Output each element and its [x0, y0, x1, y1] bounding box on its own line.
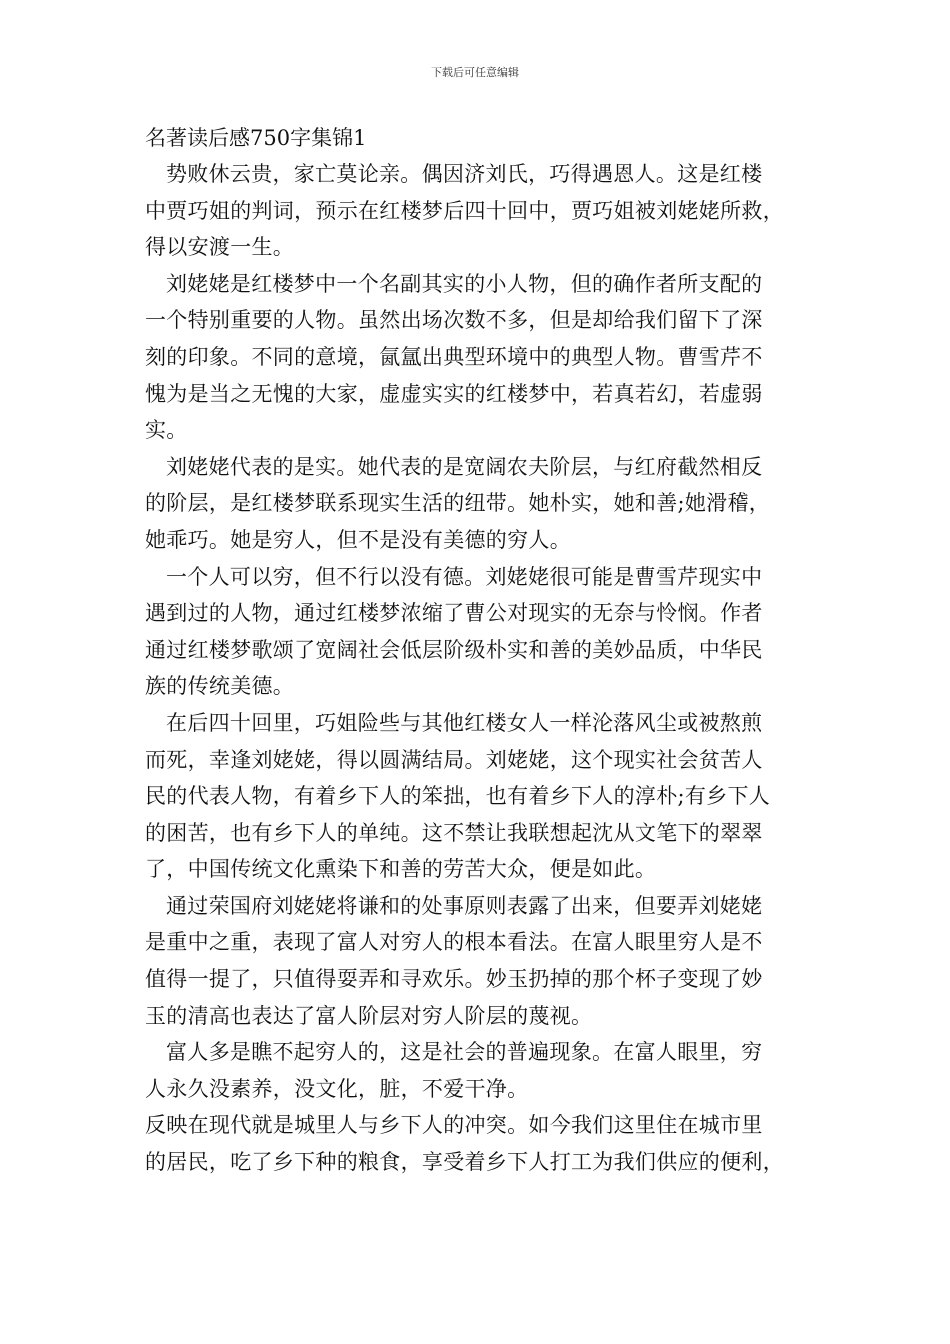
text-line: 人永久没素养，没文化，脏，不爱干净。	[145, 1076, 529, 1101]
paragraph-1	[145, 156, 825, 266]
text-line: 她乖巧。她是穷人，但不是没有美德的穷人。	[145, 527, 571, 552]
document-title: 名著读后感750字集锦1	[145, 126, 367, 150]
text-line: 得以安渡一生。	[145, 235, 295, 260]
text-line: 实。	[145, 418, 188, 443]
text-line: 在后四十回里，巧姐险些与其他红楼女人一样沦落风尘或被熬煎	[166, 710, 763, 735]
text-line: 玉的清高也表达了富人阶层对穷人阶层的蔑视。	[145, 1003, 593, 1028]
text-line: 而死，幸逢刘姥姥，得以圆满结局。刘姥姥，这个现实社会贫苦人	[145, 747, 763, 772]
text-line: 势败休云贵，家亡莫论亲。偶因济刘氏，巧得遇恩人。这是红楼	[166, 162, 763, 186]
paragraph-5	[145, 705, 825, 888]
text-line: 一个人可以穷，但不行以没有德。刘姥姥很可能是曹雪芹现实中	[166, 564, 763, 589]
text-line: 刘姥姥是红楼梦中一个名副其实的小人物，但的确作者所支配的	[166, 271, 763, 296]
text-line: 的困苦，也有乡下人的单纯。这不禁让我联想起沈从文笔下的翠翠	[145, 820, 763, 845]
page-header: 下载后可任意编辑	[431, 66, 519, 79]
text-line: 刘姥姥代表的是实。她代表的是宽阔农夫阶层，与红府截然相反	[166, 454, 763, 479]
text-line: 通过红楼梦歌颂了宽阔社会低层阶级朴实和善的美妙品质，中华民	[145, 637, 763, 662]
text-line: 中贾巧姐的判词，预示在红楼梦后四十回中，贾巧姐被刘姥姥所救，	[145, 198, 784, 223]
text-line: 愧为是当之无愧的大家，虚虚实实的红楼梦中，若真若幻，若虚弱	[145, 381, 763, 406]
text-line: 通过荣国府刘姥姥将谦和的处事原则表露了出来，但要弄刘姥姥	[166, 893, 763, 918]
text-line: 遇到过的人物，通过红楼梦浓缩了曹公对现实的无奈与怜悯。作者	[145, 601, 763, 626]
text-line: 民的代表人物，有着乡下人的笨拙，也有着乡下人的淳朴;有乡下人	[145, 784, 771, 809]
paragraph-7	[145, 1034, 825, 1107]
text-line: 反映在现代就是城里人与乡下人的冲突。如今我们这里住在城市里	[145, 1113, 763, 1138]
text-line: 的居民，吃了乡下种的粮食，享受着乡下人打工为我们供应的便利，	[145, 1150, 784, 1175]
paragraph-3	[145, 449, 825, 559]
text-line: 刻的印象。不同的意境，氤氲出典型环境中的典型人物。曹雪芹不	[145, 344, 763, 369]
paragraph-2	[145, 266, 825, 449]
text-line: 富人多是瞧不起穷人的，这是社会的普遍现象。在富人眼里，穷	[166, 1040, 763, 1065]
text-line: 值得一提了，只值得耍弄和寻欢乐。妙玉扔掉的那个杯子变现了妙	[145, 967, 763, 992]
text-line: 一个特别重要的人物。虽然出场次数不多，但是却给我们留下了深	[145, 308, 763, 333]
paragraph-6	[145, 888, 825, 1034]
text-line: 是重中之重，表现了富人对穷人的根本看法。在富人眼里穷人是不	[145, 930, 763, 955]
text-line: 了，中国传统文化熏染下和善的劳苦大众，便是如此。	[145, 857, 657, 882]
paragraph-8	[145, 1107, 825, 1180]
document-body	[145, 120, 825, 1181]
text-line: 的阶层，是红楼梦联系现实生活的纽带。她朴实，她和善;她滑稽，	[145, 491, 771, 516]
text-line: 族的传统美德。	[145, 674, 295, 699]
paragraph-4	[145, 559, 825, 705]
